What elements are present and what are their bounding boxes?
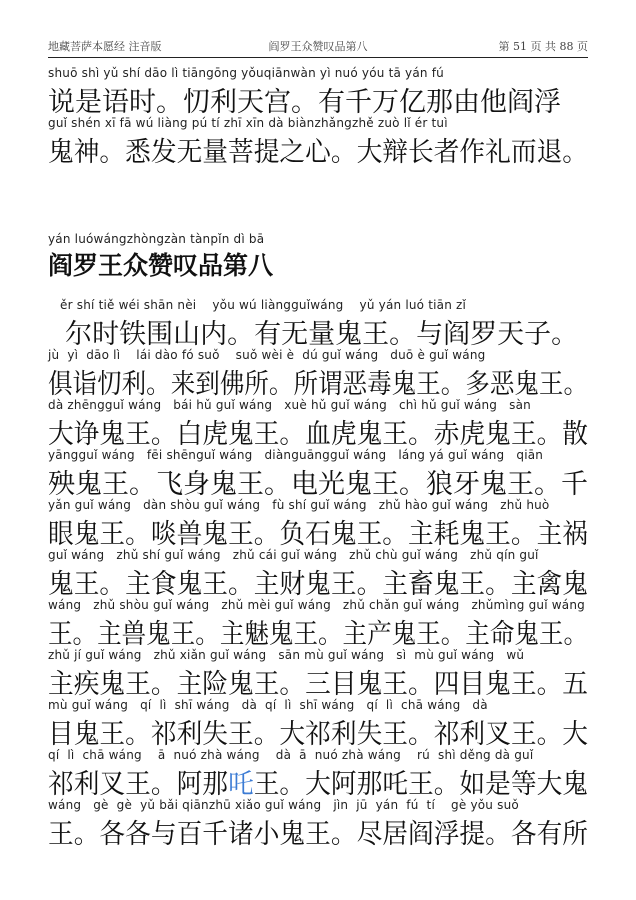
hanzi-line: 王。主兽鬼王。主魅鬼王。主产鬼王。主命鬼王。 <box>48 619 588 650</box>
hanzi-line: 殃鬼王。飞身鬼王。电光鬼王。狼牙鬼王。千 <box>48 469 588 500</box>
pinyin-line: guǐ shén xī fā wú liàng pú tí zhī xīn dà biànzhǎngzhě zuò lǐ ér tuì <box>48 116 448 130</box>
hanzi-line: 目鬼王。祁利失王。大祁利失王。祁利叉王。大 <box>48 719 588 750</box>
chapter-title: 阎罗王众赞叹品第八 <box>48 251 274 280</box>
hanzi-segment: 王。大阿那吒王。如是等大鬼 <box>253 769 588 800</box>
hanzi-line: 俱诣忉利。来到佛所。所谓恶毒鬼王。多恶鬼王。 <box>48 369 588 400</box>
pinyin-line: wáng zhǔ shòu guǐ wáng zhǔ mèi guǐ wáng zhǔ chǎn guǐ wáng zhǔmìng guǐ wáng <box>48 598 585 612</box>
hanzi-line: 鬼王。主食鬼王。主财鬼王。主畜鬼王。主禽鬼 <box>48 569 588 600</box>
pinyin-line: guǐ wáng zhǔ shí guǐ wáng zhǔ cái guǐ wáng zhǔ chù guǐ wáng zhǔ qín guǐ <box>48 548 539 562</box>
pinyin-line: zhǔ jí guǐ wáng zhǔ xiǎn guǐ wáng sān mù guǐ wáng sì mù guǐ wáng wǔ <box>48 648 525 662</box>
hanzi-line: 眼鬼王。啖兽鬼王。负石鬼王。主耗鬼王。主祸 <box>48 519 588 550</box>
pinyin-line: yāngguǐ wáng fēi shēnguǐ wáng diànguāngguǐ wáng láng yá guǐ wáng qiān <box>48 448 544 462</box>
hanzi-line <box>48 762 588 801</box>
header-rule <box>48 57 588 58</box>
highlighted-character: 吒 <box>228 769 254 800</box>
pinyin-line: mù guǐ wáng qí lì shī wáng dà qí lì shī wáng qí lì chā wáng dà <box>48 698 488 712</box>
pinyin-line: qí lì chā wáng ā nuó zhà wáng dà ā nuó zhà wáng rú shì děng dà guǐ <box>48 748 534 762</box>
pinyin-line: yǎn guǐ wáng dàn shòu guǐ wáng fù shí guǐ wáng zhǔ hào guǐ wáng zhǔ huò <box>48 498 550 512</box>
page-header <box>48 38 588 54</box>
hanzi-line: 尔时铁围山内。有无量鬼王。与阎罗天子。 <box>48 319 579 350</box>
pinyin-line: wáng gè gè yǔ bǎi qiānzhū xiǎo guǐ wáng jìn jū yán fú tí gè yǒu suǒ <box>48 798 519 812</box>
hanzi-line: 说是语时。忉利天宫。有千万亿那由他阎浮 <box>48 87 561 118</box>
hanzi-line: 王。各各与百千诸小鬼王。尽居阎浮提。各有所 <box>48 819 588 850</box>
chapter-title-pinyin: yán luówángzhòngzàn tànpǐn dì bā <box>48 232 265 246</box>
hanzi-segment: 祁利叉王。阿那 <box>48 769 228 800</box>
pinyin-line: jù yì dāo lì lái dào fó suǒ suǒ wèi è dú guǐ wáng duō è guǐ wáng <box>48 348 486 362</box>
header-page-number: 第 51 页 共 88 页 <box>498 40 588 53</box>
hanzi-line: 鬼神。悉发无量菩提之心。大辩长者作礼而退。 <box>48 137 588 168</box>
hanzi-line: 大诤鬼王。白虎鬼王。血虎鬼王。赤虎鬼王。散 <box>48 419 588 450</box>
pinyin-line: dà zhēngguǐ wáng bái hǔ guǐ wáng xuè hǔ guǐ wáng chì hǔ guǐ wáng sàn <box>48 398 531 412</box>
header-chapter-title: 阎罗王众赞叹品第八 <box>268 40 368 53</box>
pinyin-line: shuō shì yǔ shí dāo lì tiāngōng yǒuqiānwàn yì nuó yóu tā yán fú <box>48 66 444 80</box>
hanzi-line: 主疾鬼王。主险鬼王。三目鬼王。四目鬼王。五 <box>48 669 588 700</box>
pinyin-line: ěr shí tiě wéi shān nèi yǒu wú liàngguǐwáng yǔ yán luó tiān zǐ <box>48 298 467 312</box>
header-book-title: 地藏菩萨本愿经 注音版 <box>48 40 162 53</box>
